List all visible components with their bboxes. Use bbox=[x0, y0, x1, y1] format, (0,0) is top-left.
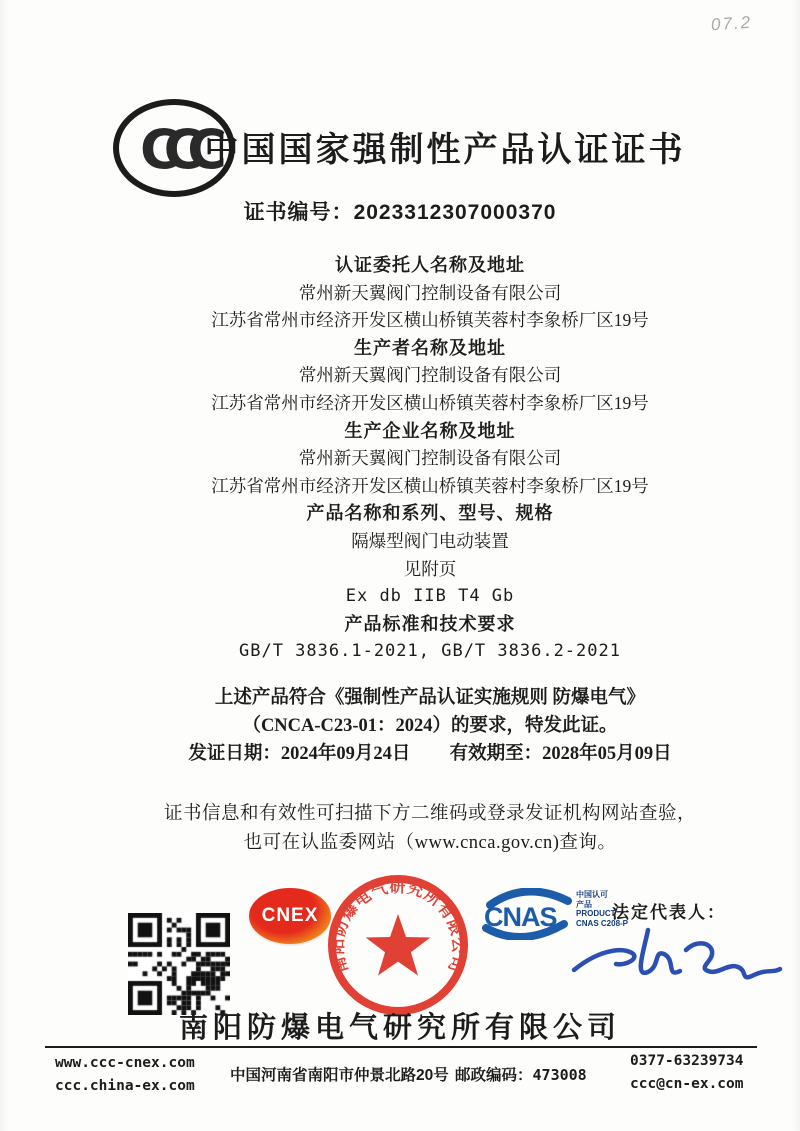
footer-contact bbox=[630, 1050, 744, 1096]
applicant-address: 江苏省常州市经济开发区横山桥镇芙蓉村李象桥厂区19号 bbox=[211, 310, 649, 331]
certificate-number-value: 2023312307000370 bbox=[353, 201, 557, 224]
cnas-side-line2: 产品 bbox=[576, 899, 592, 909]
footer-divider bbox=[45, 1046, 757, 1048]
company-seal bbox=[318, 858, 478, 1026]
footer-website-2: ccc.china-ex.com bbox=[55, 1078, 195, 1094]
issue-date-value: 2024年09月24日 bbox=[280, 744, 411, 764]
ex-marking: Ex db IIB T4 Gb bbox=[345, 586, 515, 607]
statement-line-1: 上述产品符合《强制性产品认证实施规则 防爆电气》 bbox=[214, 688, 646, 708]
legal-rep-label: 法定代表人： bbox=[612, 903, 726, 922]
certificate-title: 中国国家强制性产品认证证书 bbox=[204, 131, 686, 169]
footer-websites bbox=[55, 1052, 195, 1098]
field-label-standards: 产品标准和技术要求 bbox=[344, 613, 516, 634]
footer-postal bbox=[455, 1063, 587, 1087]
cnas-side-line3: PRODUCT bbox=[576, 909, 616, 918]
factory-name: 常州新天翼阀门控制设备有限公司 bbox=[298, 448, 562, 469]
footer-postal-code: 473008 bbox=[532, 1066, 587, 1084]
producer-name: 常州新天翼阀门控制设备有限公司 bbox=[298, 365, 562, 386]
field-label-applicant: 认证委托人名称及地址 bbox=[335, 255, 525, 275]
factory-address: 江苏省常州市经济开发区横山桥镇芙蓉村李象桥厂区19号 bbox=[211, 475, 649, 496]
verify-line-2: 也可在认监委网站（www.cnca.gov.cn)查询。 bbox=[243, 833, 617, 853]
certificate-number-label: 证书编号： bbox=[243, 200, 354, 224]
applicant-name: 常州新天翼阀门控制设备有限公司 bbox=[298, 282, 562, 303]
expiry-date-value: 2028年05月09日 bbox=[542, 744, 672, 764]
verify-line-1: 证书信息和有效性可扫描下方二维码或登录发证机构网站查验， bbox=[163, 804, 696, 824]
cnas-side-line4: CNAS C208-P bbox=[576, 918, 629, 928]
qr-code bbox=[128, 913, 230, 1015]
seal-star-icon bbox=[366, 914, 431, 976]
cnas-logo bbox=[480, 888, 572, 940]
cnex-logo-label: CNEX bbox=[261, 905, 319, 926]
legal-rep-signature bbox=[568, 918, 788, 998]
issuer-name: 南阳防爆电气研究所有限公司 bbox=[178, 1012, 621, 1044]
expiry-date-label: 有效期至： bbox=[449, 744, 543, 764]
cnas-side-line1: 中国认可 bbox=[576, 890, 608, 899]
verification-note bbox=[55, 800, 800, 858]
handwritten-note: 07.2 bbox=[710, 12, 753, 35]
ccc-mark-letters: CCC bbox=[140, 118, 211, 181]
statement-line-2: （CNCA-C23-01：2024）的要求，特发此证。 bbox=[242, 716, 618, 736]
certificate-fields bbox=[55, 252, 800, 666]
dates-line bbox=[55, 740, 800, 768]
conformity-statement bbox=[55, 684, 800, 768]
footer-postal-label: 邮政编码： bbox=[455, 1067, 533, 1084]
footer-email: ccc@cn-ex.com bbox=[630, 1076, 744, 1092]
footer-phone: 0377-63239734 bbox=[630, 1053, 744, 1069]
seal-ring-text: 南阳防爆电气研究所有限公司 bbox=[329, 879, 467, 975]
product-see-attachment: 见附页 bbox=[403, 558, 457, 579]
product-name: 隔爆型阀门电动装置 bbox=[351, 530, 509, 551]
field-label-producer: 生产者名称及地址 bbox=[354, 337, 506, 358]
cnas-logo-label: CNAS bbox=[484, 902, 557, 932]
certificate-number-line bbox=[0, 196, 800, 226]
field-label-product: 产品名称和系列、型号、规格 bbox=[306, 503, 554, 524]
producer-address: 江苏省常州市经济开发区横山桥镇芙蓉村李象桥厂区19号 bbox=[211, 392, 649, 413]
issue-date-label: 发证日期： bbox=[188, 744, 281, 764]
footer-website-1: www.ccc-cnex.com bbox=[55, 1055, 195, 1071]
footer-address: 中国河南省南阳市仲景北路20号 bbox=[230, 1067, 449, 1084]
standards-value: GB/T 3836.1-2021, GB/T 3836.2-2021 bbox=[239, 641, 621, 662]
field-label-factory: 生产企业名称及地址 bbox=[344, 420, 516, 441]
